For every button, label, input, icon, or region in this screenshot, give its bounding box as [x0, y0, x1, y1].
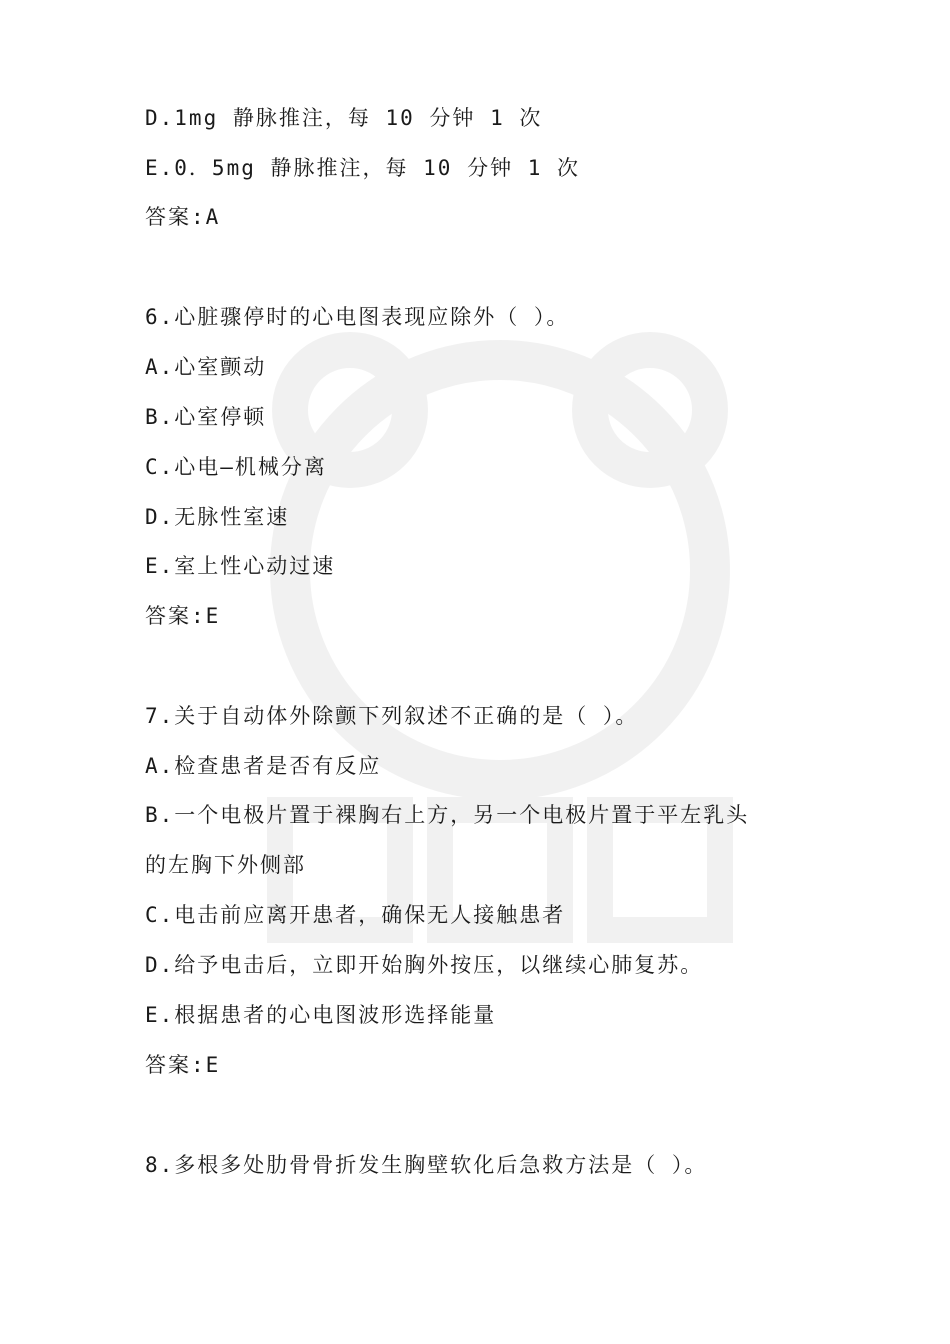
- answer-q6: 答案:E: [145, 604, 221, 628]
- option-c-q7: C.电击前应离开患者，确保无人接触患者: [145, 903, 566, 927]
- question-7: 7.关于自动体外除颤下列叙述不正确的是（ ）。: [145, 704, 639, 728]
- question-6: 6.心脏骤停时的心电图表现应除外（ ）。: [145, 305, 570, 329]
- option-a-q6: A.心室颤动: [145, 355, 267, 379]
- answer-q5: 答案:A: [145, 205, 221, 229]
- option-d-q7: D.给予电击后，立即开始胸外按压，以继续心肺复苏。: [145, 953, 704, 977]
- option-e-q6: E.室上性心动过速: [145, 554, 336, 578]
- option-c-q6: C.心电—机械分离: [145, 455, 327, 479]
- option-d-q5: D.1mg 静脉推注，每 10 分钟 1 次: [145, 106, 543, 130]
- option-e-q7: E.根据患者的心电图波形选择能量: [145, 1003, 497, 1027]
- question-8: 8.多根多处肋骨骨折发生胸壁软化后急救方法是（ ）。: [145, 1153, 708, 1177]
- option-e-q5: E.0．5mg 静脉推注，每 10 分钟 1 次: [145, 156, 581, 180]
- option-b-q7-continued: 的左胸下外侧部: [145, 853, 306, 877]
- option-d-q6: D.无脉性室速: [145, 505, 290, 529]
- option-b-q6: B.心室停顿: [145, 405, 267, 429]
- option-b-q7: B.一个电极片置于裸胸右上方，另一个电极片置于平左乳头: [145, 803, 750, 827]
- answer-q7: 答案:E: [145, 1053, 221, 1077]
- option-a-q7: A.检查患者是否有反应: [145, 754, 382, 778]
